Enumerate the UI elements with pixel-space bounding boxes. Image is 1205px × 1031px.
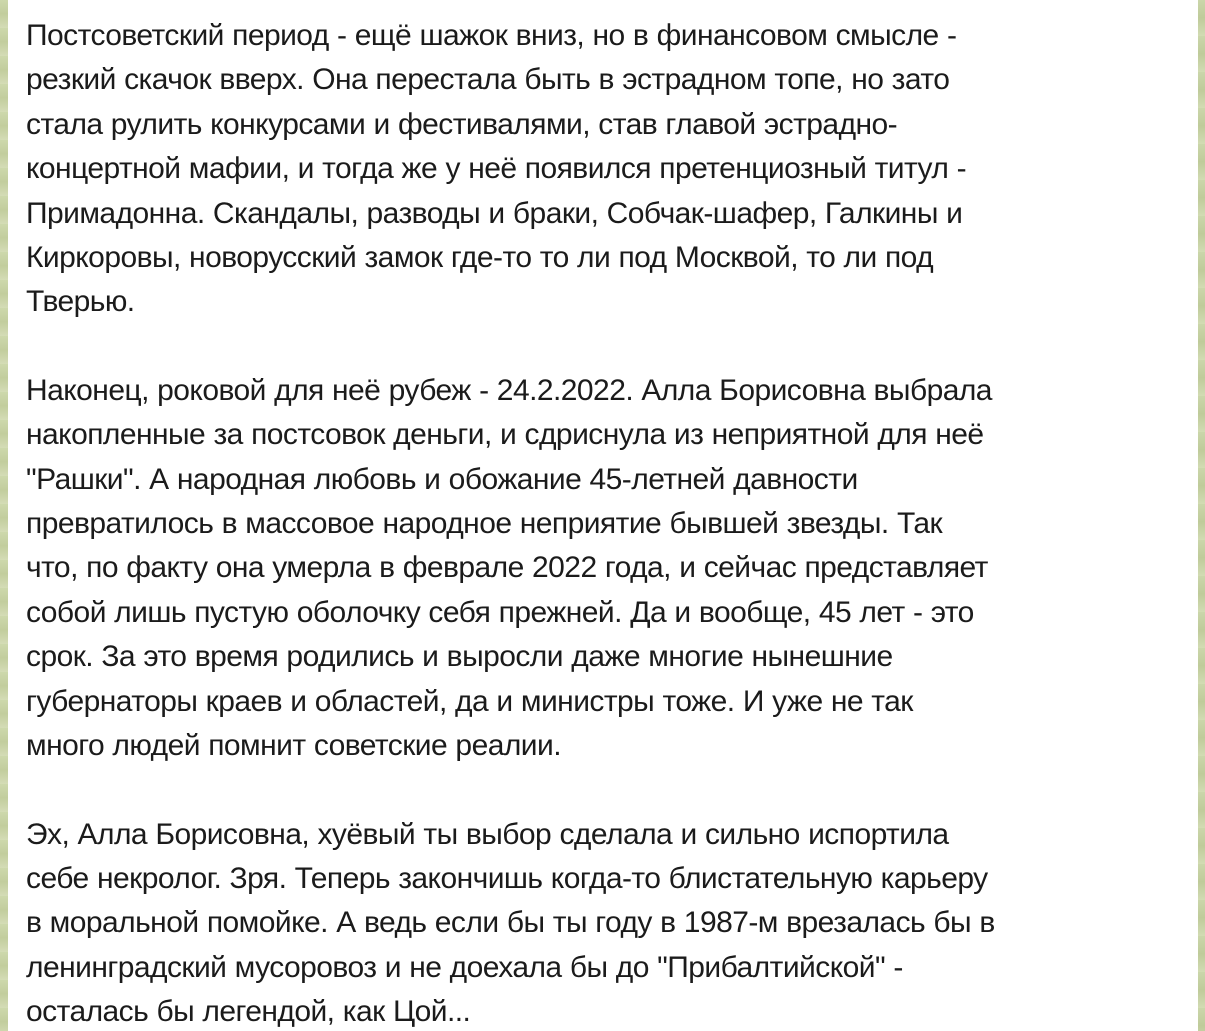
message-paragraph-3: Эх, Алла Борисовна, хуёвый ты выбор сделала и сильно испортила себе некролог. Зря. Теперь закончишь когда-то блистательную карьеру в моральной помойке. А ведь если бы ты году в 1987-м врезалась бы в ленинградский мусоровоз и не доехала бы до "Прибалтийской" - осталась бы легендой, как Цой...	[26, 817, 995, 1029]
chat-wallpaper-right	[1198, 0, 1205, 1031]
message-bubble[interactable]	[8, 0, 1198, 1031]
message-paragraph-1: Постсоветский период - ещё шажок вниз, но в финансовом смысле - резкий скачок вверх. Она перестала быть в эстрадном топе, но зато стала рулить конкурсами и фестивалями, став главой эстрадно- концертной мафии, и тогда же у неё появился претенциозный титул - Примадонна. Скандалы, разводы и браки, Собчак-шафер, Галкины и Киркоровы, новорусский замок где-то то ли под Москвой, то ли под Тверью.	[26, 19, 967, 319]
message-paragraph-2: Наконец, роковой для неё рубеж - 24.2.2022. Алла Борисовна выбрала накопленные за постсовок деньги, и сдриснула из неприятной для неё "Рашки". А народная любовь и обожание 45-летней давности превратилось в массовое народное неприятие бывшей звезды. Так что, по факту она умерла в феврале 2022 года, и сейчас представляет собой лишь пустую оболочку себя прежней. Да и вообще, 45 лет - это срок. За это время родились и выросли даже многие нынешние губернаторы краев и областей, да и министры тоже. И уже не так много людей помнит советские реалии.	[26, 373, 992, 763]
chat-wallpaper-left	[0, 0, 8, 1031]
